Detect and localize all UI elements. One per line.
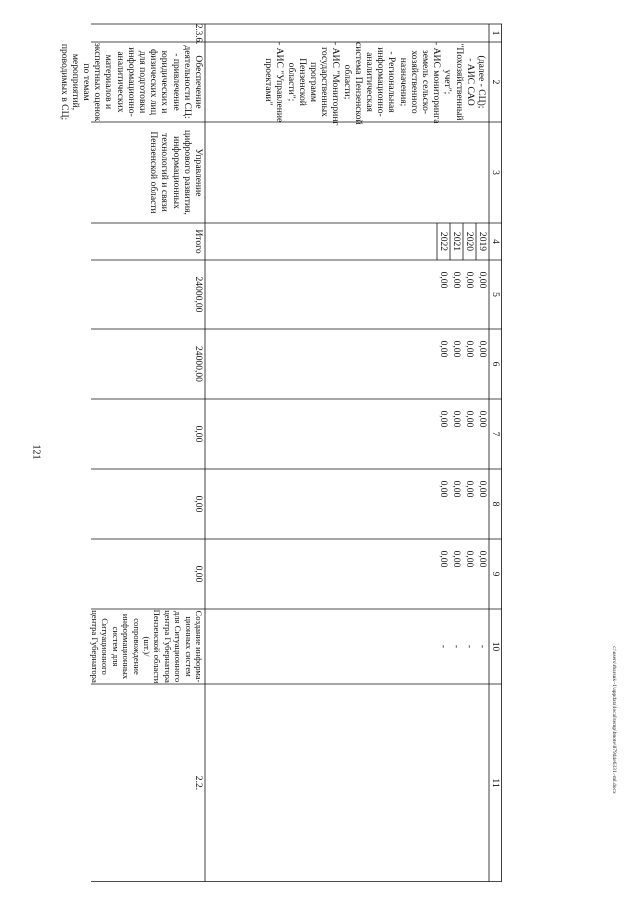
executor-line: Пензенской области <box>148 131 160 214</box>
year-2020-c9: 0,00 <box>464 550 475 568</box>
year-2021-c9: 0,00 <box>451 550 462 568</box>
header-col-7: 7 <box>490 431 502 437</box>
desc-line: Обеспечение <box>193 55 204 109</box>
row-236-period: Итого <box>193 229 204 254</box>
year-2022-c5: 0,00 <box>438 271 449 289</box>
desc-line: - АИС мониторинга <box>431 42 443 124</box>
row-236-executor <box>114 122 204 223</box>
desc-line: Пензенской <box>296 58 308 106</box>
desc-line: информационно- <box>375 47 387 117</box>
desc-line: физических лиц <box>148 49 160 115</box>
indicator-line: сопровождение <box>131 618 142 675</box>
year-2020-c10: - <box>464 644 475 649</box>
desc-line: земель сельско- <box>419 49 431 115</box>
indicator-line: центра Губернатора <box>162 610 173 683</box>
year-2019-c8: 0,00 <box>477 480 488 498</box>
executor-line: цифрового развития, <box>181 130 193 215</box>
desc-line: области; <box>341 64 353 100</box>
indicator-line: Пензенской области <box>152 609 163 684</box>
desc-line: программ <box>307 62 319 102</box>
desc-line: - Региональная <box>386 51 398 113</box>
year-2019-c5: 0,00 <box>477 271 488 289</box>
indicator-line: (шт.)/ <box>141 636 152 657</box>
page-number: 121 <box>30 444 42 460</box>
desc-line: учет"; <box>442 69 454 95</box>
desc-line: государственных <box>319 47 331 117</box>
desc-line: аналитических <box>114 51 126 113</box>
year-2019-c9: 0,00 <box>477 550 488 568</box>
indicator-line: для Ситуационного <box>173 610 184 683</box>
desc-line: система Пензенской <box>352 42 364 125</box>
desc-line: проводимых в СЦ; <box>58 43 70 121</box>
year-2021: 2021 <box>451 231 462 252</box>
year-2019-c7: 0,00 <box>477 410 488 428</box>
row-236-indicator <box>91 609 204 684</box>
continuation-description <box>207 42 487 126</box>
desc-line: проектами" <box>263 58 275 106</box>
indicator-line: ционных систем <box>183 616 194 677</box>
year-2022-c6: 0,00 <box>438 340 449 358</box>
desc-line: экспертных оценок <box>92 42 104 122</box>
desc-line: - АИС "Управление <box>274 42 286 123</box>
desc-line: деятельности СЦ: <box>181 45 193 119</box>
indicator-line: Создание информа- <box>194 610 204 683</box>
row-236-link: 2.2. <box>193 775 204 791</box>
year-2022-c10: - <box>438 644 449 649</box>
year-2022: 2022 <box>438 231 449 252</box>
rotated-table-viewport <box>58 24 502 882</box>
year-2021-c6: 0,00 <box>451 340 462 358</box>
row-236-description <box>58 42 204 122</box>
header-col-9: 9 <box>490 571 502 577</box>
desc-line: - АИС САО <box>464 58 476 106</box>
year-2022-c7: 0,00 <box>438 410 449 428</box>
year-2021-c10: - <box>451 644 462 649</box>
year-2022-c9: 0,00 <box>438 550 449 568</box>
desc-line: аналитическая <box>363 52 375 112</box>
desc-line: информационно- <box>125 47 137 117</box>
desc-line: для подготовки <box>136 50 148 114</box>
desc-line: хозяйственного <box>408 50 420 114</box>
year-2020-c7: 0,00 <box>464 410 475 428</box>
desc-line: "Похозяйственный <box>453 43 465 121</box>
desc-line: назначения; <box>397 57 409 107</box>
desc-line: - привлечение <box>170 53 182 111</box>
header-col-1: 1 <box>490 30 502 36</box>
row-236-c5: 24000,00 <box>193 276 204 313</box>
header-col-8: 8 <box>490 501 502 507</box>
year-2021-c7: 0,00 <box>451 410 462 428</box>
desc-line: области"; <box>285 62 297 102</box>
year-2020-c5: 0,00 <box>464 271 475 289</box>
executor-line: технологий и связи <box>159 133 171 212</box>
desc-line: - АИС "Мониторинг <box>330 42 342 126</box>
row-236-c8: 0,00 <box>193 495 204 513</box>
row-236-c6: 24000,00 <box>193 346 204 382</box>
desc-line: мероприятий, <box>69 53 81 111</box>
header-col-6: 6 <box>490 361 502 367</box>
year-2020: 2020 <box>464 231 475 252</box>
year-2022-c8: 0,00 <box>438 480 449 498</box>
year-2020-c6: 0,00 <box>464 340 475 358</box>
year-2019-c6: 0,00 <box>477 340 488 358</box>
header-col-3: 3 <box>490 170 502 175</box>
footer-file-path: c:\users\rbarsuk~1\appdata\local\temp\bnote\879d4e6331.-ml.docx <box>611 646 617 794</box>
indicator-line: информационных <box>121 613 132 680</box>
year-2019-c10: - <box>477 644 488 649</box>
desc-line: юридических и <box>159 50 171 114</box>
budget-table <box>58 24 502 882</box>
indicator-line: систем для <box>110 626 121 667</box>
year-2020-c8: 0,00 <box>464 480 475 498</box>
indicator-line: Ситуационного <box>100 618 111 675</box>
desc-line: по темам <box>80 63 92 101</box>
header-col-2: 2 <box>490 79 502 85</box>
year-2021-c5: 0,00 <box>451 271 462 289</box>
header-col-10: 10 <box>490 641 502 652</box>
desc-line: (далее - СЦ); <box>476 55 487 109</box>
row-236-c7: 0,00 <box>193 425 204 443</box>
year-2021-c8: 0,00 <box>451 480 462 498</box>
row-number: 2.3.6. <box>194 24 204 45</box>
indicator-line: центра Губернатора <box>89 610 100 683</box>
header-col-4: 4 <box>490 239 502 244</box>
row-236-c9: 0,00 <box>193 565 204 583</box>
year-2019: 2019 <box>477 231 488 252</box>
executor-line: информационных <box>170 136 182 209</box>
desc-line: материалов и <box>103 54 115 110</box>
header-col-11: 11 <box>490 778 502 788</box>
executor-line: Управление <box>193 148 204 197</box>
header-col-5: 5 <box>490 292 502 297</box>
